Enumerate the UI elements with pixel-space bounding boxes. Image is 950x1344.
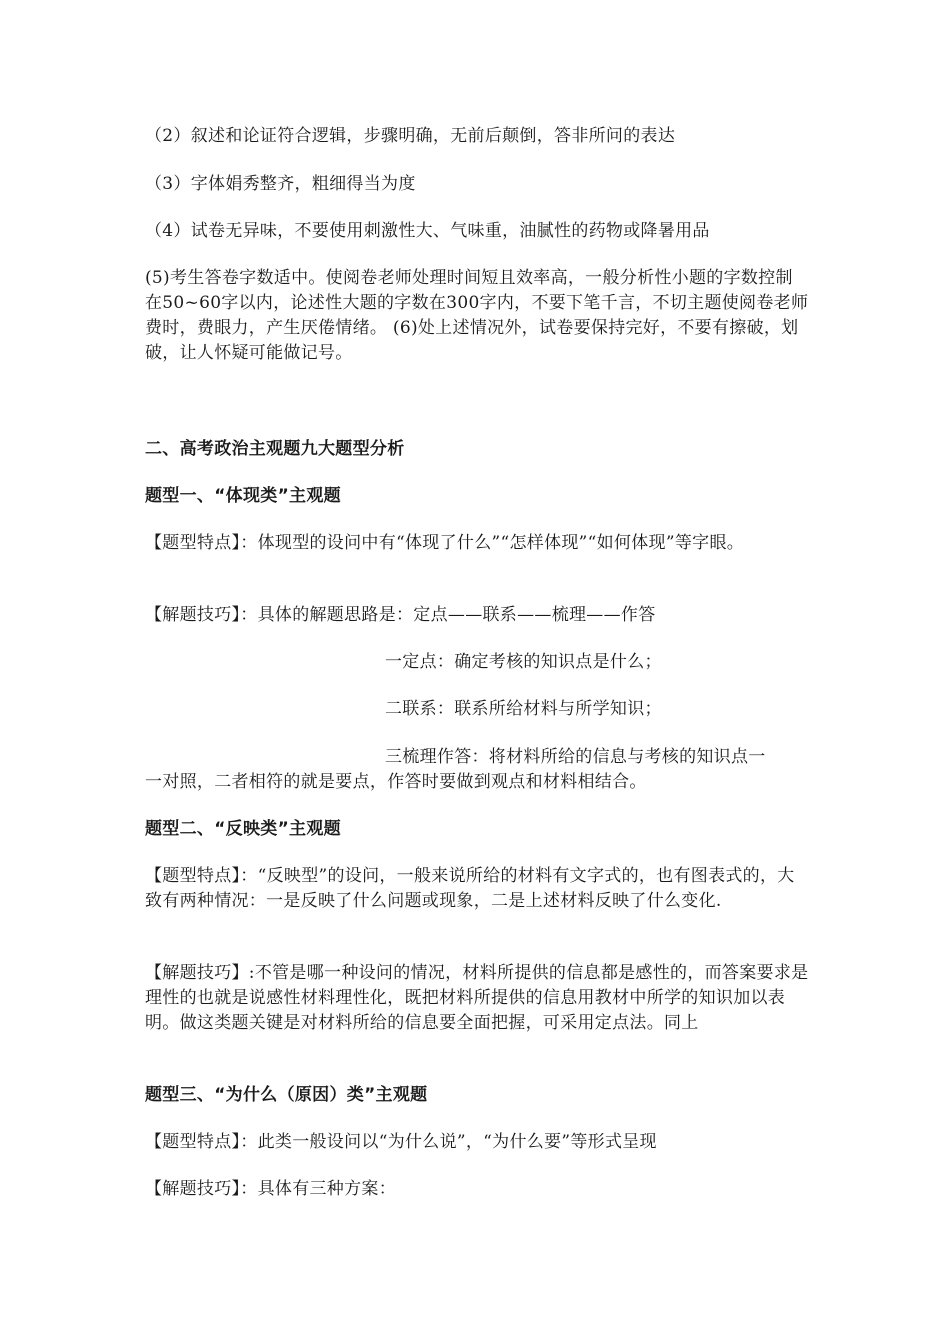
type1-heading: 题型一、“体现类”主观题 bbox=[145, 486, 341, 506]
type3-skill: 【解题技巧】：具体有三种方案： bbox=[145, 1179, 396, 1199]
type1-feature: 【题型特点】：体现型的设问中有“体现了什么”“怎样体现”“如何体现”等字眼。 bbox=[145, 533, 745, 553]
type1-skill: 【解题技巧】：具体的解题思路是：定点——联系——梳理——作答 bbox=[145, 605, 656, 625]
type2-feature: 【题型特点】：“反映型”的设问，一般来说所给的材料有文字式的，也有图表式的，大致有两种情况：一是反映了什么问题或现象，二是上述材料反映了什么变化. bbox=[145, 866, 795, 911]
type2-skill: 【解题技巧】:不管是哪一种设问的情况，材料所提供的信息都是感性的，而答案要求是理性的也就是说感性材料理性化，既把材料所提供的信息用教材中所学的知识加以表明。做这类题关键是对材料所给的信息要全面把握，可采用定点法。同上 bbox=[145, 963, 809, 1033]
type1-step-1: 一定点：确定考核的知识点是什么； bbox=[385, 652, 662, 672]
requirement-item-2: （2）叙述和论证符合逻辑，步骤明确，无前后颠倒，答非所问的表达 bbox=[145, 126, 676, 146]
type2-heading: 题型二、“反映类”主观题 bbox=[145, 819, 341, 839]
type3-feature: 【题型特点】：此类一般设问以“为什么说”，“为什么要”等形式呈现 bbox=[145, 1132, 657, 1152]
requirement-item-4: （4）试卷无异味，不要使用刺激性大、气味重，油腻性的药物或降暑用品 bbox=[145, 221, 710, 241]
requirement-item-3: （3）字体娟秀整齐，粗细得当为度 bbox=[145, 174, 416, 194]
type1-step-2: 二联系：联系所给材料与所学知识； bbox=[385, 699, 662, 719]
section-heading: 二、高考政治主观题九大题型分析 bbox=[145, 439, 405, 459]
requirement-item-5-6: (5)考生答卷字数适中。使阅卷老师处理时间短且效率高，一般分析性小题的字数控制在50~60字以内，论述性大题的字数在300字内，不要下笔千言，不切主题使阅卷老师费时，费眼力，产生厌倦情绪。 (6)处上述情况外，试卷要保持完好，不要有擦破，划破，让人怀疑可能做记号。 bbox=[145, 268, 809, 363]
type3-heading: 题型三、“为什么（原因）类”主观题 bbox=[145, 1085, 428, 1105]
type1-step-3-continued: 一对照，二者相符的就是要点，作答时要做到观点和材料相结合。 bbox=[145, 772, 647, 792]
type1-step-3: 三梳理作答：将材料所给的信息与考核的知识点一 bbox=[385, 747, 766, 767]
